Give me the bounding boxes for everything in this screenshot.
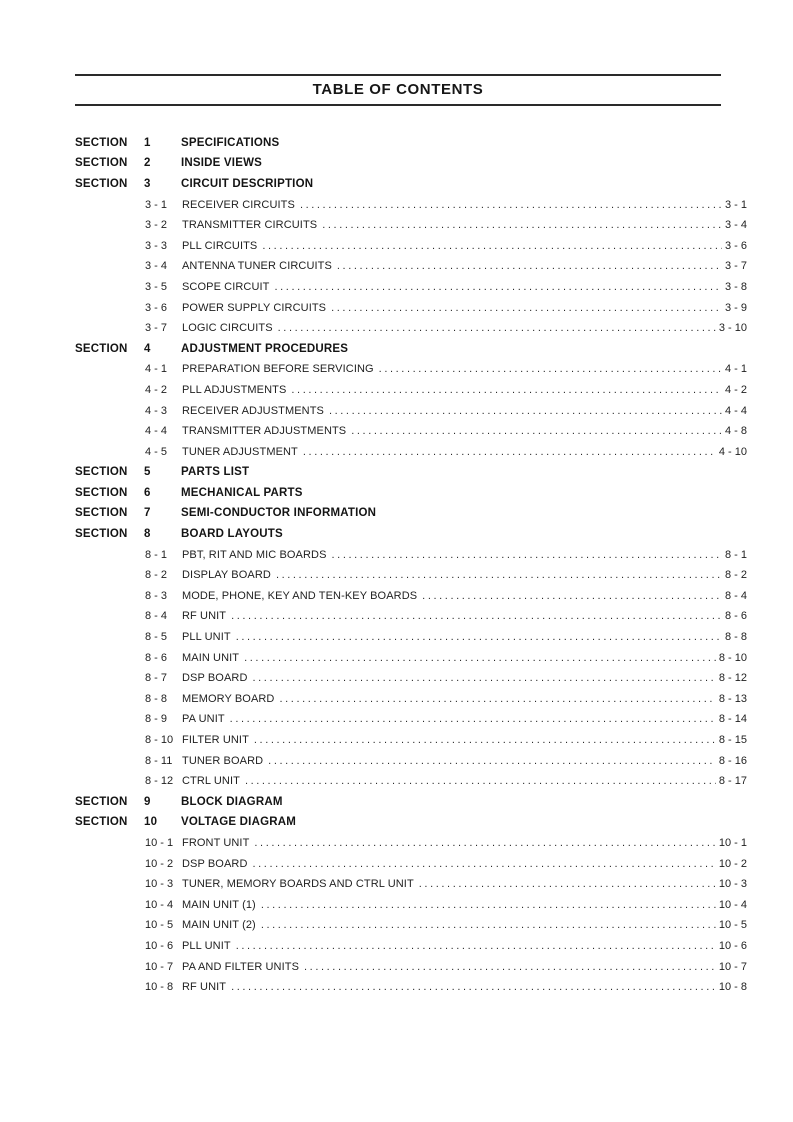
- item-title: POWER SUPPLY CIRCUITS: [182, 301, 327, 314]
- item-page-number: 4 - 4: [724, 404, 747, 417]
- item-title: MAIN UNIT (2): [182, 919, 256, 932]
- item-title: FILTER UNIT: [182, 734, 249, 746]
- dot-leader: [419, 874, 716, 895]
- item-title: PREPARATION BEFORE SERVICING: [182, 363, 374, 376]
- dot-leader: [304, 957, 716, 978]
- item-title: TUNER ADJUSTMENT: [182, 445, 298, 458]
- toc-item-row: [75, 689, 747, 710]
- dot-leader: [253, 854, 716, 875]
- item-title: PA AND FILTER UNITS: [182, 960, 300, 973]
- section-number: 5: [144, 466, 151, 479]
- toc-section-row: [75, 153, 747, 174]
- item-title: RECEIVER ADJUSTMENTS: [182, 404, 324, 417]
- item-number: 8 - 3: [145, 589, 168, 602]
- item-number: 8 - 12: [145, 775, 174, 788]
- section-title: ADJUSTMENT PROCEDURES: [181, 342, 349, 355]
- toc-item-row: [75, 833, 747, 854]
- item-title: PLL UNIT: [182, 631, 231, 644]
- header-rule-bottom: [75, 104, 721, 106]
- item-number: 3 - 1: [145, 198, 168, 211]
- item-number: 8 - 5: [145, 631, 168, 644]
- document-page: [75, 74, 747, 998]
- dot-leader: [261, 915, 716, 936]
- toc-item-row: [75, 874, 747, 895]
- item-number: 3 - 7: [145, 322, 168, 335]
- item-number: 3 - 4: [145, 260, 168, 273]
- item-number: 10 - 2: [145, 857, 174, 870]
- section-number: 6: [144, 486, 151, 499]
- item-number: 8 - 10: [145, 734, 174, 746]
- dot-leader: [276, 565, 722, 586]
- item-title: FRONT UNIT: [182, 836, 250, 849]
- section-label: SECTION: [75, 486, 128, 499]
- toc-item-row: [75, 277, 747, 298]
- item-page-number: 8 - 17: [718, 775, 747, 788]
- toc-item-row: [75, 936, 747, 957]
- item-title: PLL ADJUSTMENTS: [182, 383, 287, 396]
- section-number: 4: [144, 342, 151, 355]
- dot-leader: [231, 977, 716, 998]
- dot-leader: [279, 689, 715, 710]
- dot-leader: [278, 318, 716, 339]
- dot-leader: [231, 606, 722, 627]
- section-title: SEMI-CONDUCTOR INFORMATION: [181, 507, 377, 520]
- dot-leader: [300, 195, 722, 216]
- dot-leader: [244, 648, 716, 669]
- item-number: 4 - 2: [145, 383, 168, 396]
- section-title: MECHANICAL PARTS: [181, 486, 303, 499]
- item-number: 10 - 7: [145, 960, 174, 973]
- section-title: BLOCK DIAGRAM: [181, 795, 283, 808]
- toc-item-row: [75, 236, 747, 257]
- item-number: 8 - 11: [145, 754, 173, 767]
- toc-item-row: [75, 442, 747, 463]
- item-title: TUNER, MEMORY BOARDS AND CTRL UNIT: [182, 878, 414, 891]
- item-title: MODE, PHONE, KEY AND TEN-KEY BOARDS: [182, 589, 418, 602]
- item-number: 8 - 6: [145, 651, 168, 664]
- dot-leader: [274, 277, 722, 298]
- section-number: 7: [144, 507, 151, 520]
- item-page-number: 8 - 10: [718, 651, 747, 664]
- toc-item-row: [75, 730, 747, 751]
- item-page-number: 3 - 8: [724, 280, 747, 293]
- item-number: 8 - 9: [145, 713, 168, 726]
- section-title: INSIDE VIEWS: [181, 157, 262, 170]
- toc-item-row: [75, 771, 747, 792]
- toc-section-row: [75, 339, 747, 360]
- dot-leader: [254, 833, 715, 854]
- item-title: CTRL UNIT: [182, 775, 240, 788]
- item-title: MEMORY BOARD: [182, 692, 275, 705]
- item-page-number: 8 - 13: [718, 692, 747, 705]
- item-title: TRANSMITTER CIRCUITS: [182, 219, 318, 232]
- toc-item-row: [75, 957, 747, 978]
- item-number: 3 - 5: [145, 280, 168, 293]
- toc-section-row: [75, 483, 747, 504]
- toc-item-row: [75, 256, 747, 277]
- dot-leader: [331, 298, 722, 319]
- section-title: VOLTAGE DIAGRAM: [181, 816, 297, 829]
- toc-section-row: [75, 812, 747, 833]
- section-number: 8: [144, 528, 151, 541]
- item-title: SCOPE CIRCUIT: [182, 280, 270, 293]
- section-label: SECTION: [75, 528, 128, 541]
- item-number: 3 - 3: [145, 239, 168, 252]
- dot-leader: [422, 586, 722, 607]
- item-title: ANTENNA TUNER CIRCUITS: [182, 260, 332, 273]
- item-title: TUNER BOARD: [182, 754, 264, 767]
- item-page-number: 3 - 1: [724, 198, 747, 211]
- item-page-number: 8 - 6: [724, 610, 747, 623]
- toc-item-row: [75, 586, 747, 607]
- item-page-number: 8 - 1: [724, 548, 747, 561]
- item-title: PBT, RIT AND MIC BOARDS: [182, 548, 327, 561]
- item-page-number: 3 - 9: [724, 301, 747, 314]
- item-title: RF UNIT: [182, 981, 227, 994]
- item-page-number: 8 - 8: [724, 631, 747, 644]
- item-page-number: 8 - 4: [724, 589, 747, 602]
- item-title: TRANSMITTER ADJUSTMENTS: [182, 425, 347, 438]
- item-page-number: 10 - 7: [718, 960, 747, 973]
- item-number: 8 - 1: [145, 548, 168, 561]
- item-number: 4 - 1: [145, 363, 168, 376]
- item-number: 4 - 4: [145, 425, 168, 438]
- item-page-number: 3 - 6: [724, 239, 747, 252]
- toc-item-row: [75, 854, 747, 875]
- dot-leader: [329, 401, 722, 422]
- toc-item-row: [75, 668, 747, 689]
- item-number: 8 - 2: [145, 569, 168, 582]
- item-number: 10 - 3: [145, 878, 174, 891]
- item-page-number: 4 - 8: [724, 425, 747, 438]
- toc-item-row: [75, 545, 747, 566]
- section-label: SECTION: [75, 177, 128, 190]
- item-title: PLL CIRCUITS: [182, 239, 258, 252]
- section-title: BOARD LAYOUTS: [181, 528, 283, 541]
- item-page-number: 8 - 16: [718, 754, 747, 767]
- item-page-number: 4 - 1: [724, 363, 747, 376]
- item-title: PA UNIT: [182, 713, 225, 726]
- item-number: 10 - 8: [145, 981, 174, 994]
- dot-leader: [291, 380, 722, 401]
- toc-section-row: [75, 503, 747, 524]
- dot-leader: [261, 895, 716, 916]
- toc-item-row: [75, 709, 747, 730]
- section-label: SECTION: [75, 507, 128, 520]
- dot-leader: [268, 751, 716, 772]
- section-number: 2: [144, 157, 151, 170]
- dot-leader: [262, 236, 722, 257]
- toc-item-row: [75, 318, 747, 339]
- section-number: 3: [144, 177, 151, 190]
- item-title: LOGIC CIRCUITS: [182, 322, 273, 335]
- toc-item-row: [75, 401, 747, 422]
- toc-item-row: [75, 606, 747, 627]
- item-page-number: 10 - 8: [718, 981, 747, 994]
- toc-section-row: [75, 174, 747, 195]
- dot-leader: [337, 256, 722, 277]
- section-number: 10: [144, 816, 158, 829]
- item-page-number: 4 - 10: [718, 445, 747, 458]
- item-page-number: 3 - 4: [724, 219, 747, 232]
- item-number: 10 - 6: [145, 939, 174, 952]
- dot-leader: [236, 627, 722, 648]
- dot-leader: [351, 421, 722, 442]
- section-title: SPECIFICATIONS: [181, 136, 280, 149]
- item-page-number: 10 - 5: [718, 919, 747, 932]
- dot-leader: [303, 442, 716, 463]
- toc-header: [75, 74, 721, 106]
- toc-item-row: [75, 895, 747, 916]
- page-title: TABLE OF CONTENTS: [312, 80, 484, 98]
- item-title: RECEIVER CIRCUITS: [182, 198, 295, 211]
- dot-leader: [253, 668, 716, 689]
- toc-item-row: [75, 627, 747, 648]
- item-page-number: 8 - 12: [718, 672, 747, 685]
- section-number: 9: [144, 795, 151, 808]
- toc-item-row: [75, 751, 747, 772]
- item-title: DSP BOARD: [182, 672, 248, 685]
- toc-item-row: [75, 648, 747, 669]
- toc-item-row: [75, 380, 747, 401]
- section-title: PARTS LIST: [181, 466, 250, 479]
- section-label: SECTION: [75, 342, 128, 355]
- item-title: DSP BOARD: [182, 857, 248, 870]
- item-number: 4 - 5: [145, 445, 168, 458]
- toc-list: [75, 133, 747, 998]
- item-title: MAIN UNIT: [182, 651, 240, 664]
- item-number: 4 - 3: [145, 404, 168, 417]
- section-label: SECTION: [75, 466, 128, 479]
- item-page-number: 10 - 4: [718, 898, 747, 911]
- dot-leader: [245, 771, 716, 792]
- item-page-number: 8 - 14: [718, 713, 747, 726]
- toc-item-row: [75, 359, 747, 380]
- toc-item-row: [75, 195, 747, 216]
- section-label: SECTION: [75, 136, 128, 149]
- toc-section-row: [75, 462, 747, 483]
- item-title: RF UNIT: [182, 610, 227, 623]
- dot-leader: [332, 545, 722, 566]
- item-number: 8 - 8: [145, 692, 168, 705]
- toc-item-row: [75, 215, 747, 236]
- toc-item-row: [75, 977, 747, 998]
- item-page-number: 3 - 10: [718, 322, 747, 335]
- dot-leader: [236, 936, 716, 957]
- section-label: SECTION: [75, 157, 128, 170]
- item-title: PLL UNIT: [182, 939, 231, 952]
- item-page-number: 10 - 1: [718, 836, 747, 849]
- item-title: MAIN UNIT (1): [182, 898, 256, 911]
- section-label: SECTION: [75, 816, 128, 829]
- item-page-number: 10 - 6: [718, 939, 747, 952]
- item-title: DISPLAY BOARD: [182, 569, 271, 582]
- dot-leader: [322, 215, 722, 236]
- toc-section-row: [75, 792, 747, 813]
- item-page-number: 8 - 2: [724, 569, 747, 582]
- toc-section-row: [75, 524, 747, 545]
- item-number: 10 - 4: [145, 898, 174, 911]
- section-title: CIRCUIT DESCRIPTION: [181, 177, 314, 190]
- item-number: 8 - 4: [145, 610, 168, 623]
- item-number: 8 - 7: [145, 672, 168, 685]
- item-page-number: 8 - 15: [718, 734, 747, 746]
- section-label: SECTION: [75, 795, 128, 808]
- item-page-number: 10 - 2: [718, 857, 747, 870]
- dot-leader: [254, 730, 716, 751]
- section-number: 1: [144, 136, 151, 149]
- toc-item-row: [75, 298, 747, 319]
- dot-leader: [230, 709, 716, 730]
- item-number: 10 - 5: [145, 919, 174, 932]
- item-number: 10 - 1: [145, 836, 174, 849]
- toc-item-row: [75, 915, 747, 936]
- dot-leader: [379, 359, 722, 380]
- toc-item-row: [75, 565, 747, 586]
- item-page-number: 3 - 7: [724, 260, 747, 273]
- item-page-number: 4 - 2: [724, 383, 747, 396]
- item-number: 3 - 2: [145, 219, 168, 232]
- item-page-number: 10 - 3: [718, 878, 747, 891]
- toc-item-row: [75, 421, 747, 442]
- toc-section-row: [75, 133, 747, 154]
- item-number: 3 - 6: [145, 301, 168, 314]
